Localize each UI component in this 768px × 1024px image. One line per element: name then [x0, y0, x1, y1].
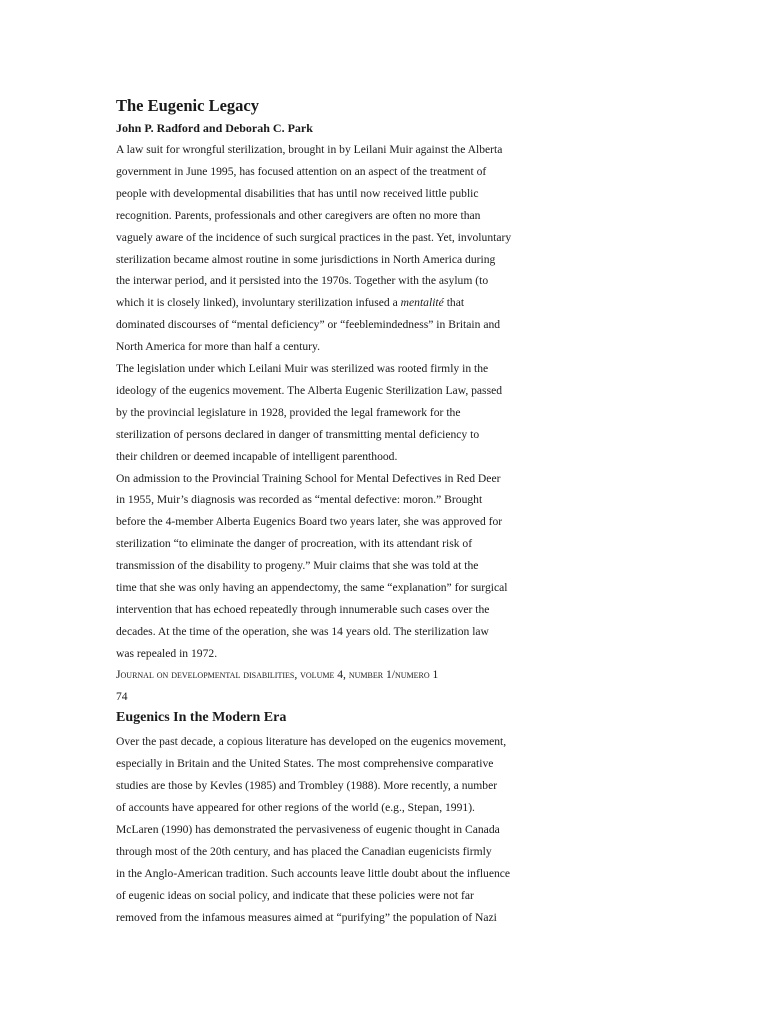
text-line: was repealed in 1972. — [116, 646, 218, 660]
text-line: government in June 1995, has focused attention on an aspect of the treatment of — [116, 164, 487, 178]
text-line: studies are those by Kevles (1985) and Trombley (1988). More recently, a number — [116, 779, 498, 792]
text-line: people with developmental disabilities that has until now received little public — [116, 186, 479, 200]
text-line: in 1955, Muir’s diagnosis was recorded as “mental defective: moron.” Brought — [116, 493, 483, 507]
text-line: intervention that has echoed repeatedly through innumerable such cases over the — [116, 602, 490, 616]
text-line: dominated discourses of “mental deficiency” or “feeblemindedness” in Britain and — [116, 318, 501, 332]
text-line: removed from the infamous measures aimed at “purifying” the population of Nazi — [116, 911, 497, 924]
text-line: their children or deemed incapable of intelligent parenthood. — [116, 449, 398, 463]
text-line: time that she was only having an appendectomy, the same “explanation” for surgical — [116, 581, 508, 594]
article-authors: John P. Radford and Deborah C. Park — [116, 121, 313, 135]
text-line: especially in Britain and the United States. The most comprehensive comparative — [116, 757, 494, 770]
text-line: recognition. Parents, professionals and other caregivers are often no more than — [116, 208, 481, 222]
text-line: On admission to the Provincial Training School for Mental Defectives in Red Deer — [116, 471, 501, 485]
text-line: the interwar period, and it persisted into the 1970s. Together with the asylum (to — [116, 274, 489, 288]
text-line: decades. At the time of the operation, she was 14 years old. The sterilization law — [116, 624, 489, 638]
text-line: in the Anglo-American tradition. Such accounts leave little doubt about the influence — [116, 867, 511, 880]
text-line: of accounts have appeared for other regions of the world (e.g., Stepan, 1991). — [116, 801, 475, 814]
text-line: A law suit for wrongful sterilization, brought in by Leilani Muir against the Alberta — [116, 143, 503, 156]
text-line: through most of the 20th century, and has placed the Canadian eugenicists firmly — [116, 845, 492, 858]
text-line: of eugenic ideas on social policy, and indicate that these policies were not far — [116, 889, 474, 902]
text-line: by the provincial legislature in 1928, provided the legal framework for the — [116, 405, 461, 419]
text-line: Over the past decade, a copious literature has developed on the eugenics movement, — [116, 735, 507, 748]
journal-footer: Journal on developmental disabilities, volume 4, number 1/numero 1 — [116, 668, 439, 681]
section-2-heading: Eugenics In the Modern Era — [116, 710, 287, 725]
text-line: before the 4-member Alberta Eugenics Board two years later, she was approved for — [116, 515, 503, 529]
page-number: 74 — [116, 690, 128, 703]
text-line: transmission of the disability to progeny.” Muir claims that she was told at the — [116, 559, 479, 573]
text-line: The legislation under which Leilani Muir was sterilized was rooted firmly in the — [116, 362, 489, 375]
text-line: North America for more than half a century. — [116, 340, 320, 354]
text-line: sterilization “to eliminate the danger of procreation, with its attendant risk of — [116, 537, 473, 551]
article-title: The Eugenic Legacy — [116, 96, 259, 115]
text-line: vaguely aware of the incidence of such surgical practices in the past. Yet, involuntary — [116, 230, 512, 244]
text-line: sterilization became almost routine in some jurisdictions in North America during — [116, 252, 496, 266]
text-line: McLaren (1990) has demonstrated the pervasiveness of eugenic thought in Canada — [116, 823, 500, 836]
text-line: ideology of the eugenics movement. The Alberta Eugenic Sterilization Law, passed — [116, 383, 503, 397]
text-line: which it is closely linked), involuntary sterilization infused a mentalité that — [116, 296, 465, 310]
text-line: sterilization of persons declared in danger of transmitting mental deficiency to — [116, 427, 480, 441]
